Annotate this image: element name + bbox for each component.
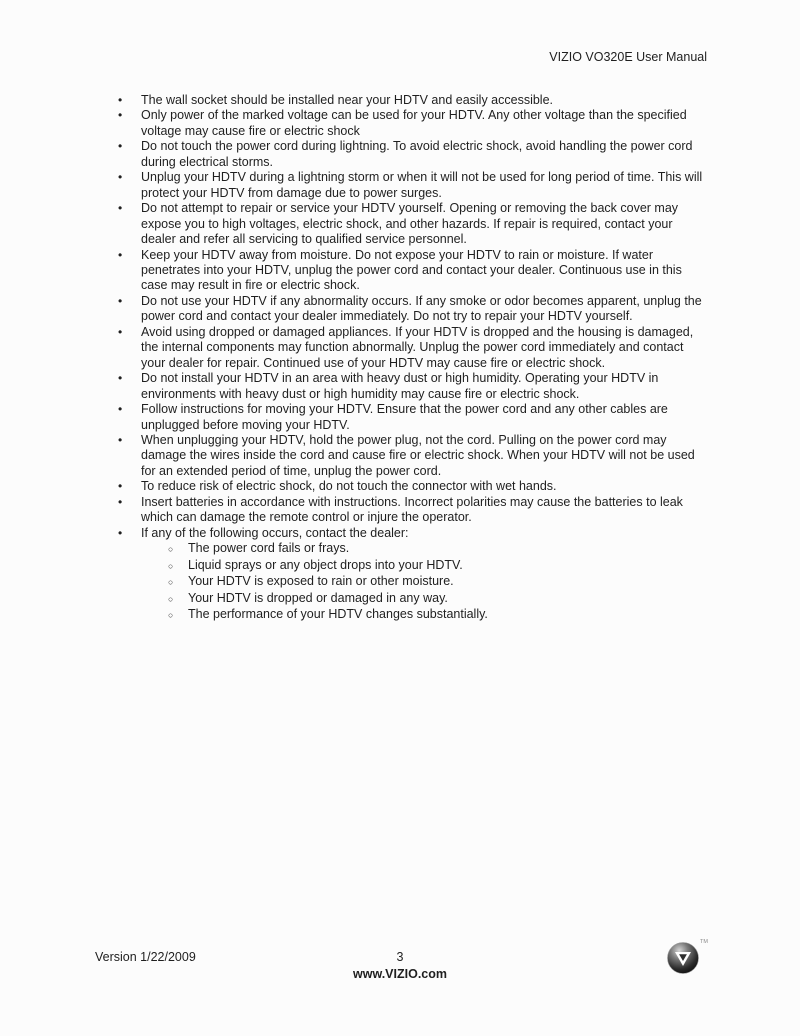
circle-bullet-icon: ○ (168, 560, 174, 571)
bullet-icon: • (118, 93, 123, 107)
sub-list-item-text: The power cord fails or frays. (188, 541, 350, 556)
vizio-v-icon (667, 940, 701, 976)
list-item (118, 479, 710, 494)
bullet-icon: • (118, 432, 123, 447)
bullet-icon: • (118, 324, 123, 339)
list-item-text: Follow instructions for moving your HDTV. Ensure that the power cord and any other cables are unplugged before moving your HDTV. (141, 402, 668, 432)
list-item-text: Keep your HDTV away from moisture. Do not expose your HDTV to rain or moisture. If water penetrates into your HDTV, unplug the power cord and contact your dealer. Continuous use in this case may result in fire or electric shock. (141, 247, 682, 293)
sub-list-item (168, 541, 710, 557)
trademark-label: TM (700, 939, 708, 945)
sub-list-item (168, 558, 710, 574)
list-item (118, 294, 710, 325)
header-title: VIZIO VO320E User Manual (549, 50, 707, 64)
vizio-logo (667, 940, 707, 976)
bullet-icon: • (118, 139, 123, 154)
list-item-text: Do not touch the power cord during lightning. To avoid electric shock, avoid handling the power cord during electrical storms. (141, 139, 693, 169)
list-item-text: To reduce risk of electric shock, do not touch the connector with wet hands. (141, 479, 557, 494)
list-item (118, 108, 710, 139)
list-item (118, 371, 710, 402)
list-item-text: Avoid using dropped or damaged appliances. If your HDTV is dropped and the housing is damaged, the internal components may function abnormally. Unplug the power cord immediately and contact your dealer for repair. Continued use of your HDTV may cause fire or electric shock. (141, 324, 694, 370)
sub-list-item-text: Your HDTV is exposed to rain or other moisture. (188, 574, 454, 589)
bullet-icon: • (118, 371, 123, 386)
footer-website: www.VIZIO.com (353, 967, 447, 981)
bullet-icon: • (118, 247, 123, 262)
list-item (118, 93, 710, 108)
list-item (118, 402, 710, 433)
circle-bullet-icon: ○ (168, 593, 174, 604)
safety-bullet-list (118, 93, 710, 623)
list-item (118, 325, 710, 371)
list-item-text: Only power of the marked voltage can be used for your HDTV. Any other voltage than the specified voltage may cause fire or electric shock (141, 108, 687, 138)
circle-bullet-icon: ○ (168, 577, 174, 588)
circle-bullet-icon: ○ (168, 544, 174, 555)
bullet-icon: • (118, 494, 123, 509)
sub-list-item-text: The performance of your HDTV changes substantially. (188, 606, 488, 621)
sub-list-item-text: Liquid sprays or any object drops into your HDTV. (188, 557, 463, 572)
list-item (118, 526, 710, 541)
list-item (118, 201, 710, 247)
list-item-text: If any of the following occurs, contact the dealer: (141, 525, 409, 540)
bullet-icon: • (118, 293, 123, 308)
page-header (549, 50, 707, 65)
bullet-icon: • (118, 479, 123, 494)
bullet-icon: • (118, 402, 123, 417)
list-item-text: Insert batteries in accordance with instructions. Incorrect polarities may cause the batteries to leak which can damage the remote control or injure the operator. (141, 494, 683, 525)
bullet-icon: • (118, 525, 123, 540)
list-item-text: The wall socket should be installed near your HDTV and easily accessible. (141, 93, 554, 107)
footer-version: Version 1/22/2009 (95, 950, 196, 964)
bullet-icon: • (118, 201, 123, 216)
circle-bullet-icon: ○ (168, 609, 174, 620)
sub-list-item-text: Your HDTV is dropped or damaged in any way. (188, 590, 448, 605)
sub-list-item (168, 591, 710, 607)
footer-page-number: 3 (396, 950, 404, 964)
list-item (118, 248, 710, 294)
bullet-icon: • (118, 170, 123, 185)
bullet-icon: • (118, 108, 123, 123)
list-item (118, 495, 710, 526)
sub-list-item (168, 607, 710, 623)
list-item (118, 170, 710, 201)
list-item-text: When unplugging your HDTV, hold the power plug, not the cord. Pulling on the power cord may damage the wires inside the cord and cause fire or electric shock. When your HDTV will not be used for an extended period of time, unplug the power cord. (141, 432, 695, 478)
sub-list-item (168, 574, 710, 590)
list-item-text: Unplug your HDTV during a lightning storm or when it will not be used for long period of time. This will protect your HDTV from damage due to power surges. (141, 170, 703, 200)
list-item-text: Do not install your HDTV in an area with heavy dust or high humidity. Operating your HDTV in environments with heavy dust or high humidity may cause fire or electric shock. (141, 371, 659, 401)
list-item-text: Do not attempt to repair or service your HDTV yourself. Opening or removing the back cover may expose you to high voltages, electric shock, and other hazards. If repair is required, contact your dealer and refer all servicing to qualified service personnel. (141, 201, 679, 247)
list-item-text: Do not use your HDTV if any abnormality occurs. If any smoke or odor becomes apparent, unplug the power cord and contact your dealer immediately. Do not try to repair your HDTV yourself. (141, 293, 702, 324)
list-item (118, 139, 710, 170)
dealer-conditions-sublist (168, 541, 710, 623)
list-item (118, 433, 710, 479)
